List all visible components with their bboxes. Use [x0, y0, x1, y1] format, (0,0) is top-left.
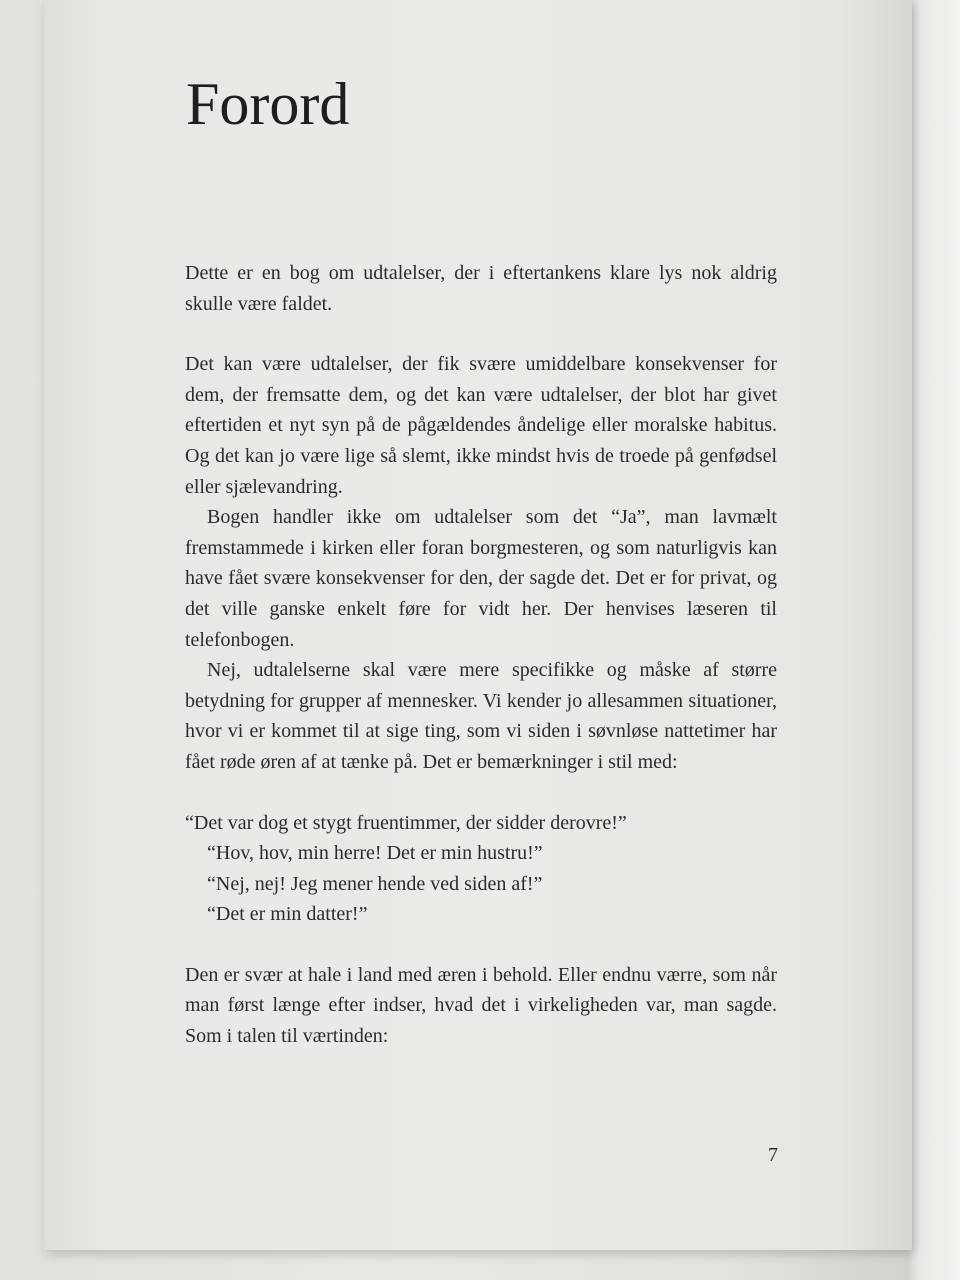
paragraph-intro: Dette er en bog om udtalelser, der i eftertankens klare lys nok aldrig skulle være faldet. [185, 262, 777, 315]
page-number: 7 [768, 1144, 778, 1166]
chapter-title: Forord [186, 71, 350, 137]
dialogue-line: “Det er min datter!” [207, 903, 368, 926]
facing-page-edge [906, 0, 960, 1280]
paragraph-closing: Den er svær at hale i land med æren i behold. Eller endnu værre, som når man først længe efter indser, hvad det i virkeligheden var, man sagde. Som i talen til værtinden: [185, 963, 777, 1048]
paragraph-private: Bogen handler ikke om udtalelser som det “Ja”, man lavmælt fremstammede i kirken eller foran borgmesteren, og som naturligvis kan have fået svære konsekvenser for den, der sagde det. Det er for privat, og det ville ganske enkelt føre for vidt her. Der henvises læseren til telefonbogen. [185, 506, 777, 651]
body-text [185, 258, 777, 1052]
paragraph-consequences: Det kan være udtalelser, der fik svære umiddelbare konsekvenser for dem, der fremsatte dem, og det kan være udtalelser, der blot har givet eftertiden et nyt syn på de pågældendes åndelige eller moralske habitus. Og det kan jo være lige så slemt, ikke mindst hvis de troede på genfødsel eller sjælevandring. [185, 353, 777, 498]
dialogue-line: “Hov, hov, min herre! Det er min hustru!” [207, 842, 543, 865]
paragraph-specific: Nej, udtalelserne skal være mere specifikke og måske af større betydning for grupper af mennesker. Vi kender jo allesammen situationer, hvor vi er kommet til at sige ting, som vi siden i søvnløse nattetimer har fået røde øren af at tænke på. Det er bemærkninger i stil med: [185, 659, 777, 773]
dialogue-line: “Nej, nej! Jeg mener hende ved siden af!” [207, 872, 543, 895]
dialogue-line: “Det var dog et stygt fruentimmer, der sidder derovre!” [185, 811, 627, 834]
